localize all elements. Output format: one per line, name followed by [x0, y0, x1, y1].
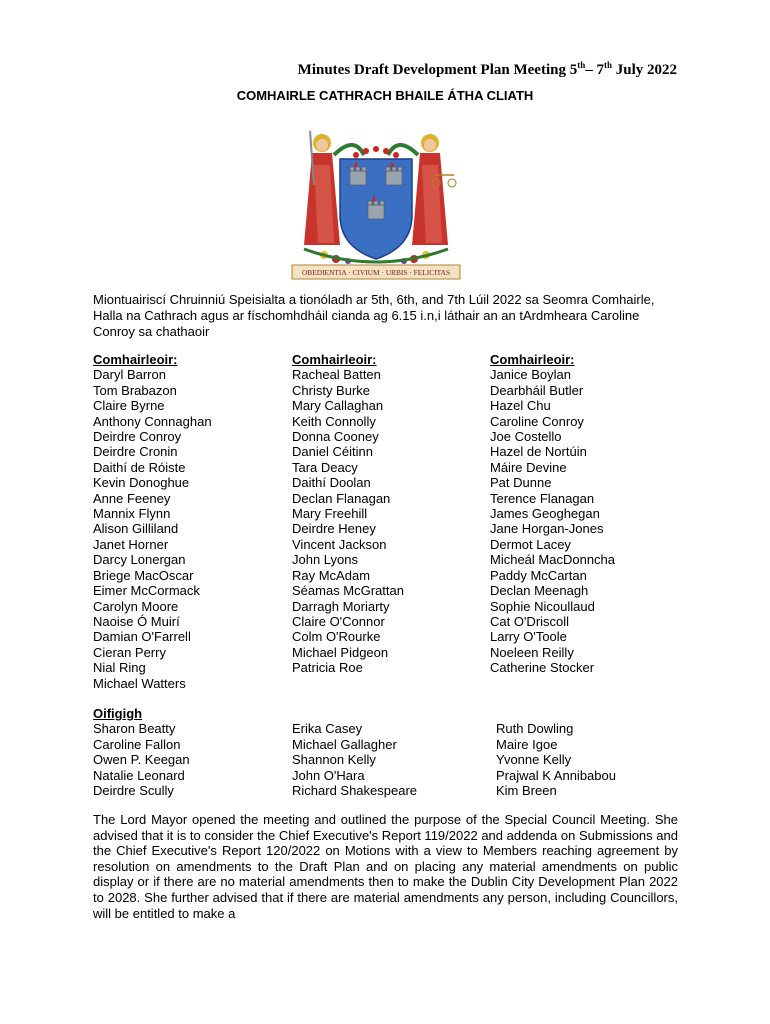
list-item: Michael Pidgeon — [292, 644, 389, 660]
list-item: Dermot Lacey — [490, 536, 571, 552]
list-item: Catherine Stocker — [490, 660, 595, 676]
officials-heading: Oifigigh — [93, 706, 143, 721]
closing-paragraph: The Lord Mayor opened the meeting and outlined the purpose of the Special Council Meeting. She advised that it is to consider the Chief Executive's Report 119/2022 and addenda on Submissions and the Chief Executive's Report 120/2022 on Motions with a view to Members reaching agreement by resolution on amendments to the Draft Plan and on placing any material amendments on public display or if there are no material amendments then to make the Dublin City Development Plan 2022 to 2028. She further advised that if there are material amendments any person, including Councillors, will be entitled to make a — [93, 812, 678, 921]
list-item: Colm O'Rourke — [292, 629, 381, 645]
crest-motto: OBEDIENTIA · CIVIUM · URBIS · FELICITAS — [301, 268, 451, 277]
list-item: Dearbháil Butler — [490, 382, 584, 398]
list-item: Eimer McCormack — [93, 583, 200, 599]
list-item: Maire Igoe — [496, 736, 558, 752]
list-item: Alison Gilliland — [93, 521, 179, 537]
officials-list-3 — [496, 721, 616, 798]
councillors-list-2 — [292, 367, 404, 675]
list-item: Séamas McGrattan — [292, 583, 404, 599]
councillors-heading: Comhairleoir: — [93, 352, 178, 367]
list-item: Claire Byrne — [93, 398, 165, 414]
list-item: Daniel Céitinn — [292, 444, 373, 460]
list-item: Darragh Moriarty — [292, 598, 390, 614]
list-item: Anthony Connaghan — [93, 413, 212, 429]
officials-list-2 — [292, 721, 417, 798]
list-item: Owen P. Keegan — [93, 752, 190, 768]
list-item: Mary Callaghan — [292, 398, 384, 414]
list-item: Racheal Batten — [292, 367, 381, 383]
list-item: Erika Casey — [292, 721, 363, 737]
officials-column-3 — [496, 721, 616, 798]
list-item: Deirdre Conroy — [93, 429, 182, 445]
councillors-list-3 — [490, 367, 615, 675]
list-item: Caroline Fallon — [93, 736, 181, 752]
list-item: Deirdre Scully — [93, 783, 174, 799]
list-item: Hazel de Nortúin — [490, 444, 587, 460]
list-item: Joe Costello — [490, 429, 562, 445]
list-item: Larry O'Toole — [490, 629, 567, 645]
list-item: Deirdre Cronin — [93, 444, 178, 460]
list-item: Michael Gallagher — [292, 736, 397, 752]
councillors-column-3 — [490, 352, 615, 676]
list-item: Damian O'Farrell — [93, 629, 191, 645]
list-item: Keith Connolly — [292, 413, 376, 429]
list-item: Nial Ring — [93, 660, 146, 676]
councillors-heading: Comhairleoir: — [292, 352, 377, 367]
list-item: Cat O'Driscoll — [490, 613, 570, 629]
list-item: Daithí Doolan — [292, 475, 371, 491]
list-item: Máire Devine — [490, 459, 567, 475]
councillors-column-1 — [93, 352, 212, 691]
list-item: Christy Burke — [292, 382, 371, 398]
list-item: Patricia Roe — [292, 660, 363, 676]
list-item: Sophie Nicoullaud — [490, 598, 595, 614]
list-item: John O'Hara — [292, 767, 365, 783]
councillors-list-1 — [93, 367, 212, 691]
list-item: Briege MacOscar — [93, 567, 194, 583]
list-item: Anne Feeney — [93, 490, 171, 506]
list-item: Prajwal K Annibabou — [496, 767, 616, 783]
list-item: Sharon Beatty — [93, 721, 176, 737]
list-item: Micheál MacDonncha — [490, 552, 616, 568]
list-item: Shannon Kelly — [292, 752, 376, 768]
list-item: James Geoghegan — [490, 506, 600, 522]
list-item: Kevin Donoghue — [93, 475, 190, 491]
list-item: Claire O'Connor — [292, 613, 385, 629]
list-item: Ray McAdam — [292, 567, 371, 583]
list-item: Kim Breen — [496, 783, 557, 799]
list-item: Tara Deacy — [292, 459, 358, 475]
list-item: Paddy McCartan — [490, 567, 587, 583]
list-item: Caroline Conroy — [490, 413, 584, 429]
officials-list-1 — [93, 721, 190, 798]
list-item: Naoise Ó Muirí — [93, 613, 180, 629]
list-item: Deirdre Heney — [292, 521, 376, 537]
list-item: Daryl Barron — [93, 367, 166, 383]
list-item: Hazel Chu — [490, 398, 551, 414]
officials-column-1 — [93, 706, 190, 798]
list-item: Janice Boylan — [490, 367, 571, 383]
list-item: Richard Shakespeare — [292, 783, 418, 799]
list-item: Yvonne Kelly — [496, 752, 572, 768]
list-item: Vincent Jackson — [292, 536, 387, 552]
list-item: Ruth Dowling — [496, 721, 574, 737]
page-header: Minutes Draft Development Plan Meeting 5th– 7th July 2022 — [297, 60, 677, 78]
list-item: Cieran Perry — [93, 644, 166, 660]
intro-paragraph: Miontuairiscí Chruinniú Speisialta a tionóladh ar 5th, 6th, and 7th Lúil 2022 sa Seomra Comhairle, Halla na Cathrach agus ar físchomhdháil cianda ag 6.15 i.n,i láthair an an tArdmheara Caroline Conroy sa chathaoir — [93, 292, 655, 339]
list-item: John Lyons — [292, 552, 359, 568]
list-item: Daithí de Róiste — [93, 459, 186, 475]
councillors-column-2 — [292, 352, 404, 676]
list-item: Terence Flanagan — [490, 490, 595, 506]
list-item: Declan Flanagan — [292, 490, 391, 506]
list-item: Pat Dunne — [490, 475, 552, 491]
list-item: Mary Freehill — [292, 506, 368, 522]
list-item: Jane Horgan-Jones — [490, 521, 604, 537]
list-item: Darcy Lonergan — [93, 552, 186, 568]
list-item: Carolyn Moore — [93, 598, 179, 614]
list-item: Donna Cooney — [292, 429, 379, 445]
list-item: Tom Brabazon — [93, 382, 177, 398]
list-item: Declan Meenagh — [490, 583, 589, 599]
list-item: Mannix Flynn — [93, 506, 171, 522]
councillors-heading: Comhairleoir: — [490, 352, 575, 367]
list-item: Noeleen Reilly — [490, 644, 574, 660]
officials-column-2 — [292, 721, 417, 798]
dublin-crest-icon — [284, 125, 468, 285]
list-item: Janet Horner — [93, 536, 169, 552]
list-item: Michael Watters — [93, 675, 186, 691]
council-name: COMHAIRLE CATHRACH BHAILE ÁTHA CLIATH — [236, 88, 534, 103]
list-item: Natalie Leonard — [93, 767, 185, 783]
